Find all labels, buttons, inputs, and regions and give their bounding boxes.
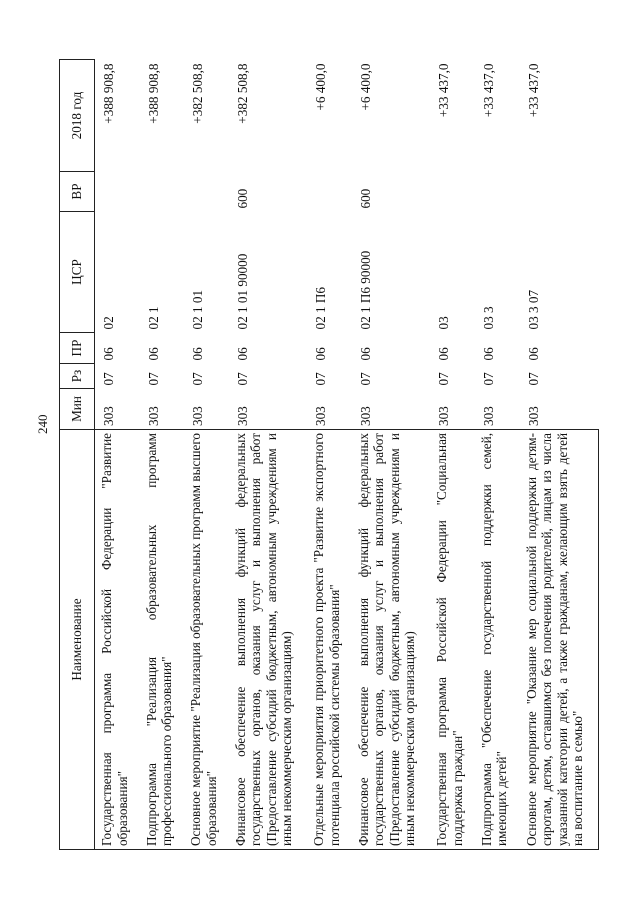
table-row <box>520 60 599 850</box>
row-pr: 06 <box>190 347 206 361</box>
row-rz: 07 <box>357 372 373 386</box>
row-min: 303 <box>234 406 250 426</box>
row-min: 303 <box>436 406 452 426</box>
row-csr: 03 <box>436 316 452 330</box>
row-csr: 02 1 П6 90000 <box>357 250 373 330</box>
row-min: 303 <box>190 406 206 426</box>
table-header-row <box>60 60 95 850</box>
page-number: 240 <box>35 414 50 434</box>
row-min: 303 <box>313 406 329 426</box>
row-vr: 600 <box>234 188 250 209</box>
row-name: Подпрограмма "Обеспечение государственной поддержки семей, имеющих детей" <box>475 430 520 850</box>
table-row <box>430 60 475 850</box>
row-sum: +388 908,8 <box>145 63 161 124</box>
header-rz: Рз <box>60 364 95 389</box>
row-csr: 03 3 <box>480 306 496 330</box>
row-name: Отдельные мероприятия приоритетного проекта "Развитие экспортного потенциала российской системы образования" <box>307 430 352 850</box>
row-sum: +33 437,0 <box>525 63 541 118</box>
row-min: 303 <box>480 406 496 426</box>
row-rz: 07 <box>234 372 250 386</box>
header-vr: ВР <box>60 172 95 212</box>
row-name: Финансовое обеспечение выполнения функций федеральных государственных органов, оказания услуг и выполнения работ (Предоставление субсидий бюджетным, автономным учреждениям и иным некоммерческим организациям) <box>352 430 430 850</box>
row-min: 303 <box>357 406 373 426</box>
row-csr: 02 <box>101 316 116 330</box>
row-sum: +382 508,8 <box>190 63 206 124</box>
table-row <box>352 60 430 850</box>
row-sum: +6 400,0 <box>357 63 373 111</box>
row-pr: 06 <box>234 347 250 361</box>
row-min: 303 <box>101 406 116 426</box>
row-sum: +382 508,8 <box>234 63 250 124</box>
budget-table <box>59 59 599 850</box>
row-rz: 07 <box>101 372 116 386</box>
row-pr: 06 <box>101 347 116 361</box>
row-pr: 06 <box>145 347 161 361</box>
row-min: 303 <box>525 406 541 426</box>
header-year: 2018 год <box>60 60 95 172</box>
row-rz: 07 <box>525 372 541 386</box>
table-row <box>307 60 352 850</box>
row-min: 303 <box>145 406 161 426</box>
row-sum: +33 437,0 <box>436 63 452 118</box>
row-sum: +33 437,0 <box>480 63 496 118</box>
row-rz: 07 <box>313 372 329 386</box>
table-row <box>475 60 520 850</box>
table-row <box>140 60 185 850</box>
row-name: Основное мероприятие "Оказание мер социальной поддержки детям-сиротам, детям, оставшимся без попечения родителей, лицам из числа указанной категории детей, а также гражданам, желающим взять детей на воспитание в семью" <box>520 430 599 850</box>
header-name: Наименование <box>60 430 95 850</box>
row-csr: 02 1 01 <box>190 289 206 330</box>
row-vr <box>430 172 475 212</box>
rotated-page-content <box>59 60 599 850</box>
row-sum: +6 400,0 <box>313 63 329 111</box>
table-row <box>229 60 307 850</box>
table-row <box>95 60 140 850</box>
row-vr <box>140 172 185 212</box>
row-vr <box>475 172 520 212</box>
row-csr: 02 1 <box>145 306 161 330</box>
row-vr <box>184 172 229 212</box>
row-name: Государственная программа Российской Федерации "Развитие образования" <box>95 430 140 850</box>
row-pr: 06 <box>525 347 541 361</box>
row-rz: 07 <box>436 372 452 386</box>
header-pr: ПР <box>60 333 95 364</box>
row-pr: 06 <box>357 347 373 361</box>
row-name: Государственная программа Российской Федерации "Социальная поддержка граждан" <box>430 430 475 850</box>
header-csr: ЦСР <box>60 212 95 333</box>
row-pr: 06 <box>436 347 452 361</box>
row-csr: 02 1 01 90000 <box>234 253 250 330</box>
row-rz: 07 <box>480 372 496 386</box>
header-min: Мин <box>60 389 95 430</box>
row-name: Финансовое обеспечение выполнения функций федеральных государственных органов, оказания услуг и выполнения работ (Предоставление субсидий бюджетным, автономным учреждениям и иным некоммерческим организациям) <box>229 430 307 850</box>
row-sum: +388 908,8 <box>101 63 116 124</box>
row-vr <box>307 172 352 212</box>
row-csr: 03 3 07 <box>525 289 541 330</box>
row-pr: 06 <box>313 347 329 361</box>
row-csr: 02 1 П6 <box>313 287 329 330</box>
row-vr <box>520 172 599 212</box>
row-rz: 07 <box>145 372 161 386</box>
row-vr <box>95 172 140 212</box>
row-name: Подпрограмма "Реализация образовательных программ профессионального образования" <box>140 430 185 850</box>
table-row <box>184 60 229 850</box>
row-vr: 600 <box>357 188 373 209</box>
row-rz: 07 <box>190 372 206 386</box>
row-pr: 06 <box>480 347 496 361</box>
row-name: Основное мероприятие "Реализация образовательных программ высшего образования" <box>184 430 229 850</box>
